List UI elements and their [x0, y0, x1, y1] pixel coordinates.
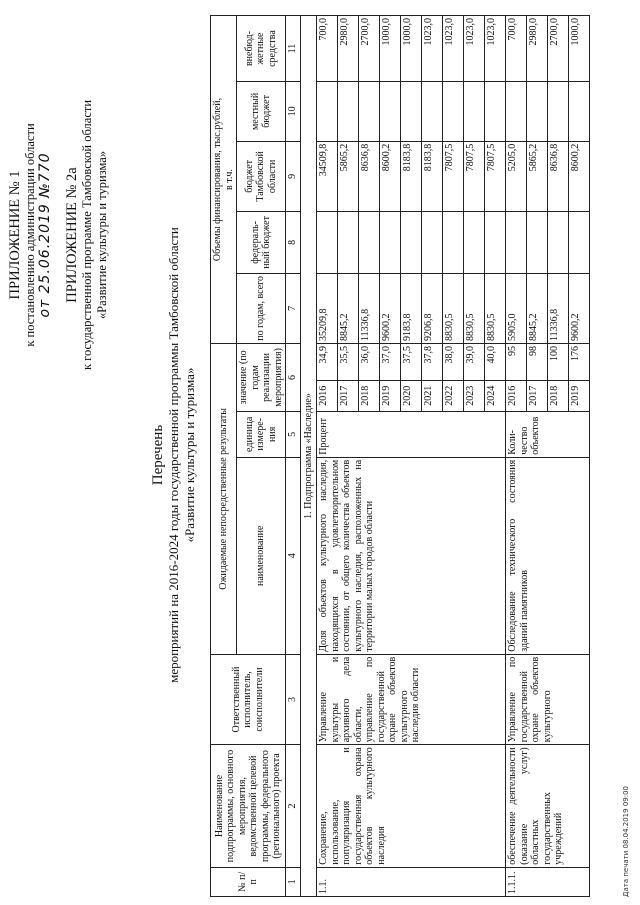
appendix-2a-title: ПРИЛОЖЕНИЕ № 2а — [64, 167, 80, 303]
year-cell: 2018 — [359, 380, 380, 411]
extra-cell: 1000,0 — [569, 16, 590, 82]
regional-cell: 8600,2 — [380, 141, 401, 211]
col-funding — [211, 16, 237, 344]
title-line-2: мероприятий на 2016-2024 годы государственной программы Тамбовской области — [166, 227, 181, 683]
col-funding-incl: в т.ч. — [223, 169, 235, 190]
local-cell — [569, 82, 590, 142]
subprogram-title: 1. Подпрограмма «Наследие» — [300, 16, 317, 897]
federal-cell — [527, 211, 548, 273]
extra-cell: 1023,0 — [485, 16, 506, 82]
local-cell — [338, 82, 359, 142]
year-cell: 2020 — [401, 380, 422, 411]
value-cell: 100 — [548, 344, 569, 381]
federal-cell — [569, 211, 590, 273]
value-cell: 37,5 — [401, 344, 422, 381]
year-cell: 2017 — [527, 380, 548, 411]
col-fund-loc: местный бюджет — [237, 82, 286, 142]
year-cell: 2019 — [380, 380, 401, 411]
extra-cell: 1000,0 — [401, 16, 422, 82]
regional-cell: 7807,5 — [464, 141, 485, 211]
row-1-1-body — [317, 16, 506, 897]
local-cell — [317, 82, 338, 142]
value-cell: 37,0 — [380, 344, 401, 381]
title-line-1: Перечень — [150, 424, 166, 486]
federal-cell — [485, 211, 506, 273]
value-cell: 36,0 — [359, 344, 380, 381]
responsible: Управление по государственной охране объектов культурного — [506, 654, 590, 745]
total-cell: 11336,8 — [548, 273, 569, 343]
col-number: 11 — [286, 16, 301, 82]
responsible: Управление культуры и архивного дела области, управление по государственной охране объектов культурного наследия области — [317, 654, 506, 745]
col-name: Наименование подпрограммы, основного мероприятия, ведомственной целевой программы, федерального (регионального) проекта — [211, 745, 286, 867]
col-number: 1 — [286, 867, 301, 896]
year-cell: 2019 — [569, 380, 590, 411]
value-cell: 98 — [527, 344, 548, 381]
local-cell — [527, 82, 548, 142]
year-cell: 2017 — [338, 380, 359, 411]
extra-cell: 2700,0 — [359, 16, 380, 82]
result-name: Обследование технического состояния зданий памятников — [506, 457, 590, 654]
extra-cell: 1000,0 — [380, 16, 401, 82]
result-unit: Коли-чество объектов — [506, 411, 590, 457]
regional-cell: 8183,8 — [422, 141, 443, 211]
year-row — [506, 16, 527, 897]
federal-cell — [359, 211, 380, 273]
federal-cell — [422, 211, 443, 273]
extra-cell: 2980,0 — [527, 16, 548, 82]
measure-name: обеспечение деятельности (оказание услуг) областных государственных учреждений — [506, 745, 590, 867]
col-number: 7 — [286, 273, 301, 343]
regional-cell: 5205,0 — [506, 141, 527, 211]
total-cell: 8845,2 — [527, 273, 548, 343]
federal-cell — [338, 211, 359, 273]
federal-cell — [401, 211, 422, 273]
local-cell — [443, 82, 464, 142]
measure-name: Сохранение, использование, популяризация и государственная охрана объектов культурного наследия — [317, 745, 506, 867]
appendix-1-ref: к постановлению администрации области — [23, 123, 37, 347]
row-num: 1.1.1. — [506, 867, 590, 896]
column-numbers-row — [286, 16, 301, 897]
value-cell: 176 — [569, 344, 590, 381]
regional-cell: 5865,2 — [527, 141, 548, 211]
col-res-name: наименование — [237, 457, 286, 654]
total-cell: 8845,2 — [338, 273, 359, 343]
col-resp: Ответственный исполнитель, соисполнители — [211, 654, 286, 745]
year-cell: 2024 — [485, 380, 506, 411]
col-number: 4 — [286, 457, 301, 654]
regional-cell: 8183,8 — [401, 141, 422, 211]
extra-cell: 1023,0 — [422, 16, 443, 82]
extra-cell: 1023,0 — [464, 16, 485, 82]
local-cell — [359, 82, 380, 142]
local-cell — [380, 82, 401, 142]
col-res-unit: единица измере-ния — [237, 411, 286, 457]
document-title — [150, 155, 198, 755]
total-cell: 5905,0 — [506, 273, 527, 343]
federal-cell — [548, 211, 569, 273]
total-cell: 8830,5 — [485, 273, 506, 343]
regional-cell: 7807,5 — [443, 141, 464, 211]
col-fund-extra: внебюд-жетные средства — [237, 16, 286, 82]
row-num: 1.1. — [317, 867, 506, 896]
col-fund-reg: бюджет Тамбовской области — [237, 141, 286, 211]
col-number: 5 — [286, 411, 301, 457]
appendix-2a-program: «Развитие культуры и туризма» — [95, 150, 109, 320]
extra-cell: 2980,0 — [338, 16, 359, 82]
total-cell: 9183,8 — [401, 273, 422, 343]
col-number: 9 — [286, 141, 301, 211]
federal-cell — [506, 211, 527, 273]
extra-cell: 2700,0 — [548, 16, 569, 82]
local-cell — [506, 82, 527, 142]
col-fund-fed: федераль-ный бюджет — [237, 211, 286, 273]
value-cell: 35,5 — [338, 344, 359, 381]
total-cell: 9600,2 — [569, 273, 590, 343]
result-name: Доля объектов культурного наследия, находящихся в удовлетворительном состоянии, от общего количества объектов культурного наследия, расположенных на территории малых городов области — [317, 457, 506, 654]
value-cell: 39,0 — [464, 344, 485, 381]
col-num: № п/п — [211, 867, 286, 896]
title-line-3: «Развитие культуры и туризма» — [182, 367, 197, 543]
col-number: 6 — [286, 344, 301, 412]
subprogram-row — [300, 16, 317, 897]
federal-cell — [380, 211, 401, 273]
total-cell: 8830,5 — [464, 273, 485, 343]
federal-cell — [464, 211, 485, 273]
col-funding-label: Объемы финансирования, тыс.рублей, — [212, 97, 223, 262]
col-number: 2 — [286, 745, 301, 867]
total-cell: 9600,2 — [380, 273, 401, 343]
year-cell: 2016 — [317, 380, 338, 411]
local-cell — [422, 82, 443, 142]
year-cell: 2023 — [464, 380, 485, 411]
col-results: Ожидаемые непосредственные результаты — [211, 344, 237, 655]
year-row — [317, 16, 338, 897]
year-cell: 2022 — [443, 380, 464, 411]
total-cell: 8830,5 — [443, 273, 464, 343]
regional-cell: 8600,2 — [569, 141, 590, 211]
regional-cell: 7807,5 — [485, 141, 506, 211]
year-cell: 2018 — [548, 380, 569, 411]
local-cell — [464, 82, 485, 142]
col-res-value: значение (по годам реализации мероприятия) — [237, 344, 286, 412]
extra-cell: 1023,0 — [443, 16, 464, 82]
row-1-1-1-body — [506, 16, 590, 897]
col-fund-total: по годам, всего — [237, 273, 286, 343]
local-cell — [401, 82, 422, 142]
result-unit: Процент — [317, 411, 506, 457]
value-cell: 37,8 — [422, 344, 443, 381]
year-cell: 2021 — [422, 380, 443, 411]
value-cell: 34,9 — [317, 344, 338, 381]
regional-cell: 34509,8 — [317, 141, 338, 211]
regional-cell: 8636,8 — [359, 141, 380, 211]
value-cell: 40,0 — [485, 344, 506, 381]
value-cell: 95 — [506, 344, 527, 381]
year-cell: 2016 — [506, 380, 527, 411]
regional-cell: 8636,8 — [548, 141, 569, 211]
col-number: 8 — [286, 211, 301, 273]
federal-cell — [443, 211, 464, 273]
regional-cell: 5865,2 — [338, 141, 359, 211]
appendix-header — [8, 25, 110, 445]
local-cell — [485, 82, 506, 142]
federal-cell — [317, 211, 338, 273]
print-date: Дата печати 08.04.2019 09:00 — [622, 786, 630, 897]
total-cell: 11336,8 — [359, 273, 380, 343]
total-cell: 9206,8 — [422, 273, 443, 343]
appendix-1-handwritten-date: от 25.06.2019 №770 — [37, 152, 53, 318]
local-cell — [548, 82, 569, 142]
extra-cell: 700,0 — [317, 16, 338, 82]
col-number: 3 — [286, 654, 301, 745]
measures-table — [210, 15, 590, 897]
appendix-1-title: ПРИЛОЖЕНИЕ № 1 — [7, 170, 23, 300]
total-cell: 35209,8 — [317, 273, 338, 343]
value-cell: 38,0 — [443, 344, 464, 381]
col-number: 10 — [286, 82, 301, 142]
extra-cell: 700,0 — [506, 16, 527, 82]
appendix-2a-ref: к государственной программе Тамбовской области — [80, 99, 94, 371]
